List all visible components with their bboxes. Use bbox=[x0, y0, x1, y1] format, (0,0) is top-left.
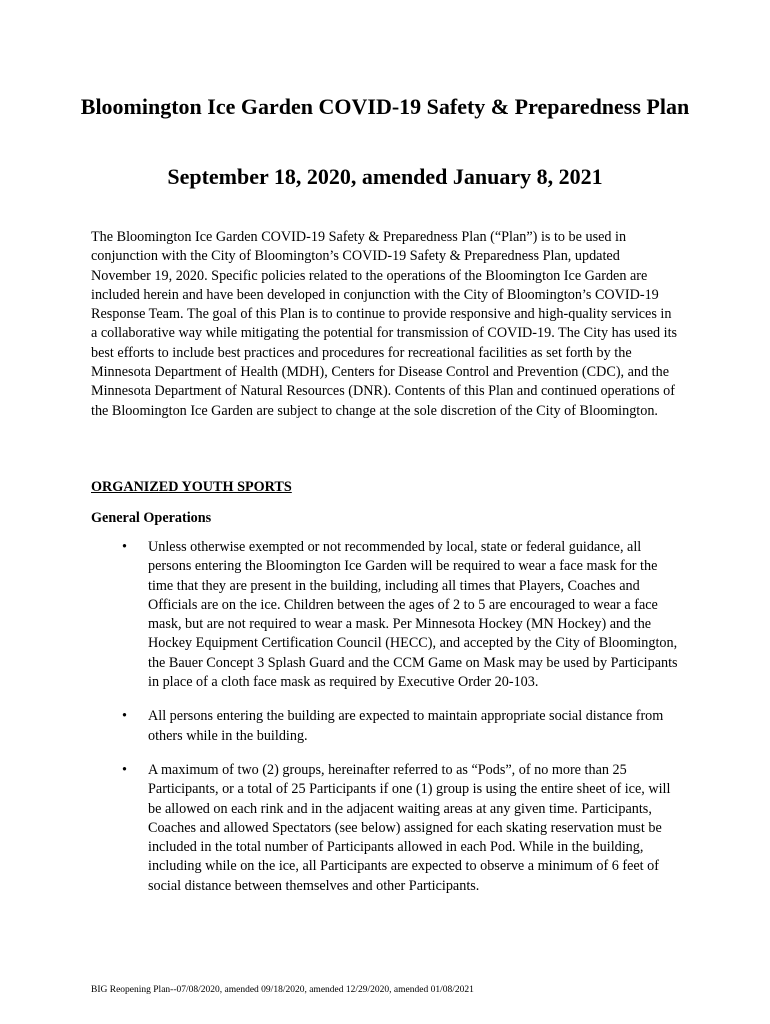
sub-heading: General Operations bbox=[91, 510, 212, 526]
bullet-text: A maximum of two (2) groups, hereinafter referred to as “Pods”, of no more than 25 Participants, or a total of 25 Participants if one (1) group is using the entire sheet of ice, will be allowed on each rink and in the adjacent waiting areas at any given time. Participants, Coaches and allowed Spectators (see below) assigned for each skating reservation must be included in the total number of Participants allowed in each Pod. While in the building, including while on the ice, all Participants are expected to observe a minimum of 6 feet of social distance between themselves and other Participants. bbox=[148, 761, 671, 894]
page-footer: BIG Reopening Plan--07/08/2020, amended 09/18/2020, amended 12/29/2020, amended 01/08/2021 bbox=[91, 985, 474, 995]
bullet-icon: • bbox=[122, 708, 127, 725]
list-item bbox=[122, 707, 678, 746]
bullet-icon: • bbox=[122, 761, 127, 778]
intro-paragraph: The Bloomington Ice Garden COVID-19 Safety & Preparedness Plan (“Plan”) is to be used in conjunction with the City of Bloomington’s COVID-19 Safety & Preparedness Plan, updated November 19, 2020. Specific policies related to the operations of the Bloomington Ice Garden are included herein and have been developed in conjunction with the City of Bloomington’s COVID-19 Response Team. The goal of this Plan is to continue to provide responsive and high-quality services in a collaborative way while mitigating the potential for transmission of COVID-19. The City has used its best efforts to include best practices and procedures for recreational facilities as set forth by the Minnesota Department of Health (MDH), Centers for Disease Control and Prevention (CDC), and the Minnesota Department of Natural Resources (DNR). Contents of this Plan and continued operations of the Bloomington Ice Garden are subject to change at the sole discretion of the City of Bloomington. bbox=[91, 229, 678, 419]
list-item bbox=[122, 538, 678, 692]
document-date: September 18, 2020, amended January 8, 2021 bbox=[167, 164, 603, 189]
bullet-text: All persons entering the building are expected to maintain appropriate social distance from others while in the building. bbox=[148, 708, 664, 744]
bullet-text: Unless otherwise exempted or not recommended by local, state or federal guidance, all persons entering the Bloomington Ice Garden will be required to wear a face mask for the time that they are present in the building, including all times that Players, Coaches and Officials are on the ice. Children between the ages of 2 to 5 are encouraged to wear a face mask, but are not required to wear a mask. Per Minnesota Hockey (MN Hockey) and the Hockey Equipment Certification Council (HECC), and accepted by the City of Bloomington, the Bauer Concept 3 Splash Guard and the CCM Game on Mask may be used by Participants in place of a cloth face mask as required by Executive Order 20-103. bbox=[148, 539, 678, 691]
document-title: Bloomington Ice Garden COVID-19 Safety & Preparedness Plan bbox=[80, 94, 690, 119]
list-item bbox=[122, 761, 678, 896]
section-heading: ORGANIZED YOUTH SPORTS bbox=[91, 479, 292, 495]
bullet-list bbox=[122, 538, 678, 911]
bullet-icon: • bbox=[122, 539, 127, 555]
